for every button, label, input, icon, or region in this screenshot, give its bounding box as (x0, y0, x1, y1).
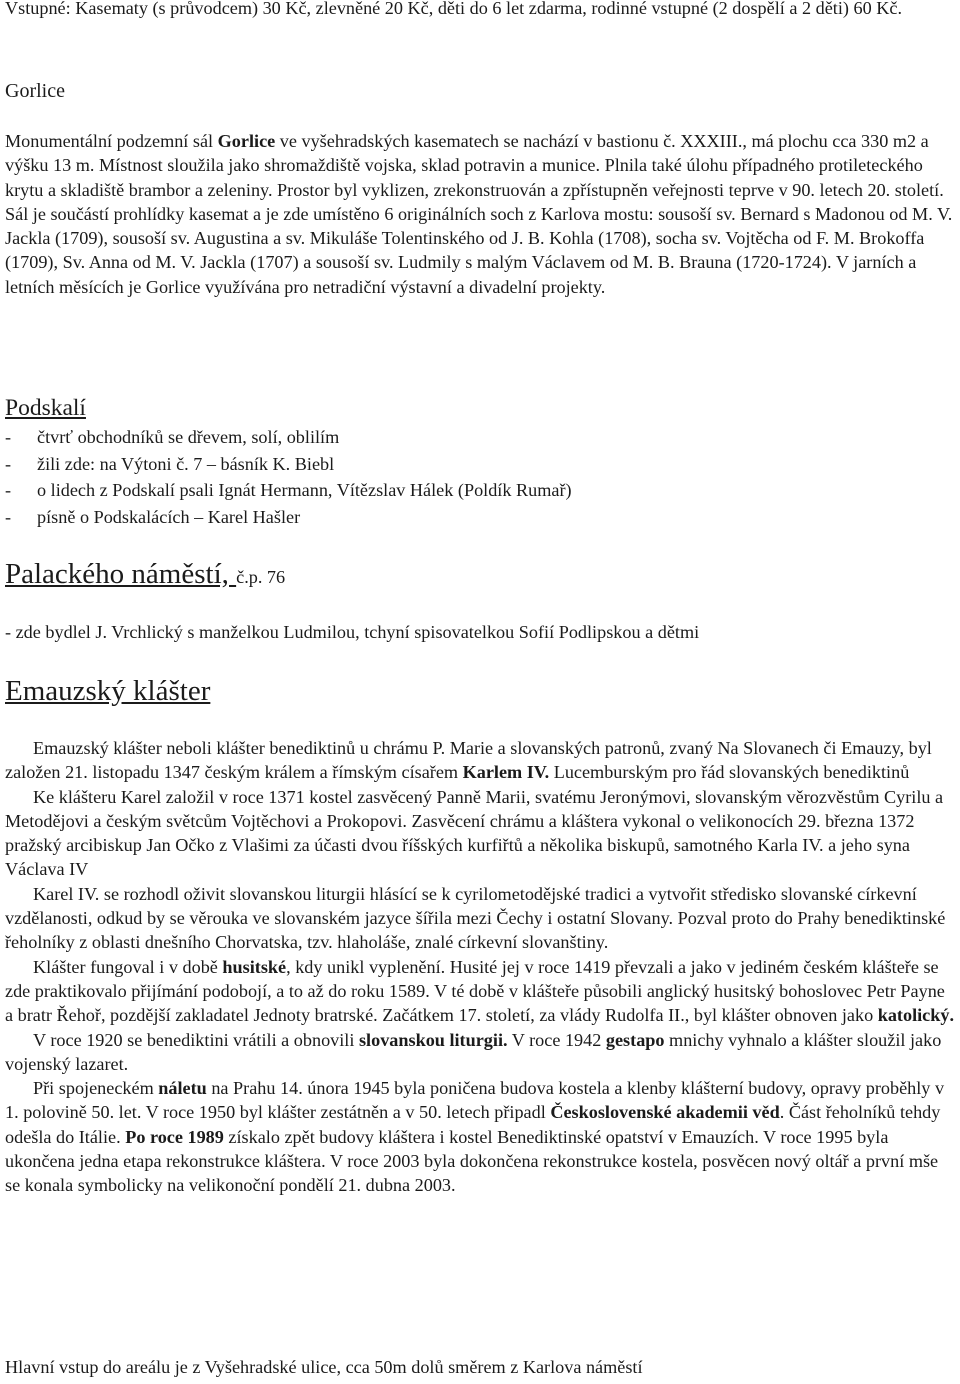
emauzy-p5-text-3: mnichy vyhnalo a klášter sloužil jako vojenský lazaret. (5, 1029, 942, 1074)
podskali-list (5, 424, 572, 530)
emauzy-p5-bold: slovanskou liturgii. (358, 1029, 508, 1050)
emauzy-p4-bold-2: katolický. (877, 1005, 955, 1026)
emauzy-p6-text-3: . Část řeholníků tehdy odešla do Itálie. (5, 1102, 941, 1147)
gorlice-paragraph (5, 129, 955, 299)
emauzy-p6-bold-3: Po roce 1989 (125, 1126, 224, 1147)
podskali-item: - písně o Podskalácích – Karel Hašler (5, 504, 572, 531)
emauzy-heading: Emauzský klášter (5, 675, 211, 707)
palackeho-number: č.p. 76 (236, 567, 286, 587)
emauzy-paragraph-2: Ke klášteru Karel založil v roce 1371 kostel zasvěcený Panně Marii, svatému Jeronýmovi, slovanským věrozvěstům Cyrilu a Metodějovi a českým světcům Vojtěchovi a Prokopovi. Zasvěcení chrámu a kláštera vykonal o velikonocích 29. března 1372 pražský arcibiskup Jan Očko z Vlašimi za účasti dvou říšských kurfiřtů a několika biskupů, samotného Karla IV. a jeho syna Václava IV (5, 786, 944, 880)
palackeho-title: Palackého náměstí, (5, 558, 237, 590)
emauzy-p4-text: Klášter fungoval i v době (33, 956, 223, 977)
emauzy-p1-bold: Karlem IV. (462, 762, 550, 783)
gorlice-bold: Gorlice (217, 131, 276, 151)
gorlice-text-2: ve vyšehradských kasematech se nachází v bastionu č. XXXIII., má plochu cca 330 m2 a výšku 13 m. Místnost sloužila jako shromaždiště vojska, sklad potravin a munice. Plnila také úlohu případného protileteckého krytu a skladiště brambor a zeleniny. Prostor byl vyklizen, zrekonstruován a zpřístupněn veřejnosti teprve v 90. letech 20. století. Sál je součástí prohlídky kasemat a je zde umístěno 6 originálních soch z Karlova mostu: sousoší sv. Bernard s Madonou od M. V. Jackla (1709), sousoší sv. Augustina a sv. Mikuláše Tolentinského od J. B. Kohla (1708), socha sv. Vojtěcha od F. M. Brokoffa (1709), Sv. Anna od M. V. Jackla (1707) a sousoší sv. Ludmily s malým Václavem od M. B. Brauna (1720-1724). V jarních a letních měsících je Gorlice využívána pro netradiční výstavní a divadelní projekty. (5, 131, 953, 297)
podskali-item: - čtvrť obchodníků se dřevem, solí, oblilím (5, 424, 572, 451)
gorlice-heading: Gorlice (5, 80, 65, 102)
emauzy-p5-text-2: V roce 1942 (507, 1029, 606, 1050)
podskali-item: - o lidech z Podskalí psali Ignát Hermann, Vítězslav Hálek (Poldík Rumař) (5, 477, 572, 504)
emauzy-p6-text-2: na Prahu 14. února 1945 byla poničena budova kostela a klenby klášterní budovy, opravy proběhly v 1. polovině 50. let. V roce 1950 byl klášter zestátněn a v 50. letech připadl (5, 1078, 945, 1123)
emauzy-paragraph-5 (5, 1028, 955, 1077)
emauzy-body (5, 736, 955, 1198)
podskali-item: - žili zde: na Výtoni č. 7 – básník K. Biebl (5, 451, 572, 478)
admission-prices: Vstupné: Kasematy (s průvodcem) 30 Kč, zlevněné 20 Kč, děti do 6 let zdarma, rodinné vstupné (2 dospělí a 2 děti) 60 Kč. (5, 0, 902, 18)
palackeho-note: - zde bydlel J. Vrchlický s manželkou Ludmilou, tchyní spisovatelkou Sofií Podlipskou a dětmi (5, 622, 700, 642)
emauzy-p1-text: Emauzský klášter neboli klášter benediktinů u chrámu P. Marie a slovanských patronů, zvaný Na Slovanech či Emauzy, byl založen 21. listopadu 1347 českým králem a římským císařem (5, 738, 932, 783)
emauzy-paragraph-4 (5, 955, 955, 1028)
emauzy-p6-bold-2: Československé akademii věd (550, 1102, 780, 1123)
emauzy-p6-text: Při spojeneckém (33, 1078, 159, 1099)
emauzy-p6-bold: náletu (158, 1078, 207, 1099)
emauzy-paragraph-1 (5, 736, 955, 785)
gorlice-text-1: Monumentální podzemní sál (5, 131, 218, 151)
emauzy-p5-text: V roce 1920 se benediktini vrátili a obnovili (33, 1029, 359, 1050)
emauzy-p4-bold: husitské (222, 956, 287, 977)
emauzy-paragraph-6 (5, 1076, 955, 1197)
emauzy-p6-text-4: získalo zpět budovy kláštera i kostel Benediktinské opatství v Emauzích. V roce 1995 byla ukončena jedna etapa rekonstrukce kláštera. V roce 2003 byla dokončena rekonstrukce kostela, posvěcen nový oltář a první mše se konala symbolicky na velikonoční pondělí 21. dubna 2003. (5, 1126, 939, 1196)
emauzy-p4-text-2: , kdy unikl vyplenění. Husité jej v roce 1419 převzali a jako v jediném českém klášteře se zde praktikovalo přijímání podobojí, a to až do roku 1589. V té době v klášteře působili anglický husitský bohoslovec Petr Payne a bratr Řehoř, pozdější zakladatel Jednoty bratrské. Začátkem 17. století, za vlády Rudolfa II., byl klášter obnoven jako (5, 956, 945, 1026)
emauzy-p5-bold-2: gestapo (605, 1029, 665, 1050)
emauzy-paragraph-3: Karel IV. se rozhodl oživit slovanskou liturgii hlásící se k cyrilometodějské tradici a vytvořit středisko slovanské církevní vzdělanosti, odkud by se věrouka ve slovanském jazyce šířila mezi Čechy i ostatní Slovany. Pozval proto do Prahy benediktinské řeholníky z oblasti dnešního Chorvatska, tzv. hlaholáše, znalé církevní slovanštiny. (5, 883, 946, 953)
emauzy-p1-tail: Lucemburským pro řád slovanských benediktinů (549, 762, 910, 783)
palackeho-heading (5, 556, 285, 597)
podskali-heading: Podskalí (5, 395, 86, 421)
emauzy-entrance: Hlavní vstup do areálu je z Vyšehradské ulice, cca 50m dolů směrem z Karlova náměstí (5, 1357, 643, 1377)
